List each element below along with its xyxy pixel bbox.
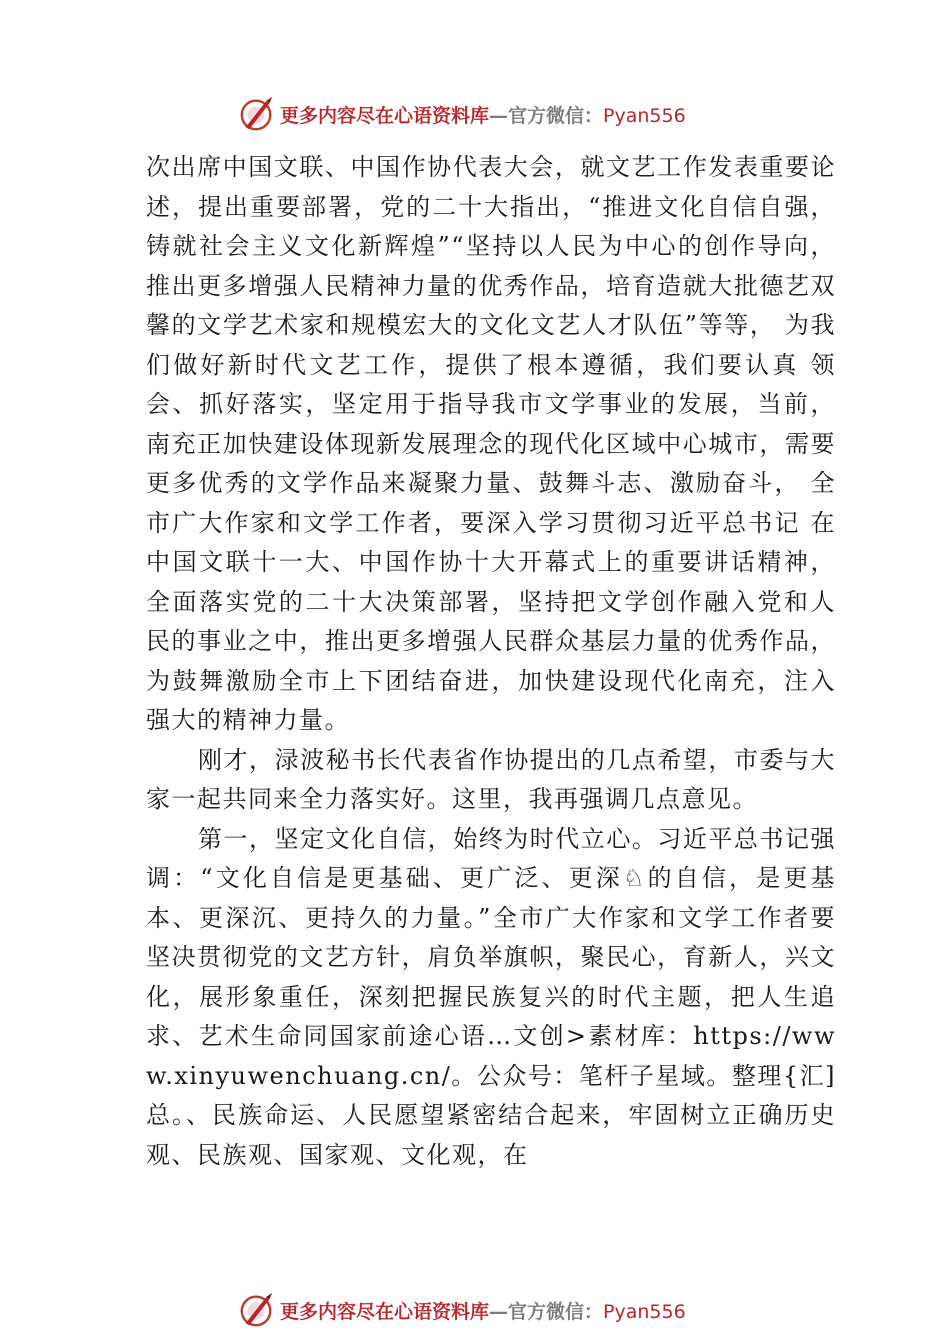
banner-wechat-id: Pyan556 <box>603 1300 686 1323</box>
banner-text <box>280 101 686 128</box>
banner-wechat-label: 官方微信： <box>508 104 604 127</box>
paragraph-2: 刚才，渌波秘书长代表省作协提出的几点希望，市委与大家一起共同来全力落实好。这里，我再强调几点意见。 <box>146 745 836 813</box>
banner-main-text: 更多内容尽在心语资料库 <box>280 104 490 127</box>
header-banner <box>238 94 758 134</box>
footer-banner <box>238 1290 758 1330</box>
document-body <box>146 148 836 1175</box>
banner-text <box>280 1297 686 1324</box>
banner-main-text: 更多内容尽在心语资料库 <box>280 1300 490 1323</box>
banner-wechat-id: Pyan556 <box>603 104 686 127</box>
paragraph-1: 次出席中国文联、中国作协代表大会，就文艺工作发表重要论述，提出重要部署，党的二十大指出，“推进文化自信自强，铸就社会主义文化新辉煌”“坚持以人民为中心的创作导向，推出更多增强人民精神力量的优秀作品，培育造就大批德艺双馨的文学艺术家和规模宏大的文化文艺人才队伍”等等， 为我们做好新时代文艺工作，提供了根本遵循，我们要认真 领会、抓好落实，坚定用于指导我市文学事业的发展，当前， 南充正加快建设体现新发展理念的现代化区域中心城市，需要更多优秀的文学作品来凝聚力量、鼓舞斗志、激励奋斗， 全市广大作家和文学工作者，要深入学习贯彻习近平总书记 在中国文联十一大、中国作协十大开幕式上的重要讲话精神， 全面落实党的二十大决策部署，坚持把文学创作融入党和人 民的事业之中，推出更多增强人民群众基层力量的优秀作品， 为鼓舞激励全市上下团结奋进，加快建设现代化南充，注入 强大的精神力量。 <box>146 153 836 734</box>
banner-wechat-label: 官方微信： <box>508 1300 604 1323</box>
pen-logo-icon <box>238 1291 276 1329</box>
paragraph-3: 第一，坚定文化自信，始终为时代立心。习近平总书记强调：“文化自信是更基础、更广泛、更深♘的自信，是更基本、更深沉、更持久的力量。”全市广大作家和文学工作者要坚决贯彻党的文艺方针，肩负举旗帜，聚民心，育新人，兴文化，展形象重任，深刻把握民族复兴的时代主题，把人生追求、艺术生命同国家前途心语…文创>素材库：https://www.xinyuwenchuang.cn/。公众号：笔杆子星域。整理{汇]总。、民族命运、人民愿望紧密结合起来，牢固树立正确历史观、民族观、国家观、文化观，在 <box>146 824 836 1169</box>
pen-logo-icon <box>238 95 276 133</box>
banner-separator: — <box>489 1300 509 1323</box>
banner-separator: — <box>489 104 509 127</box>
